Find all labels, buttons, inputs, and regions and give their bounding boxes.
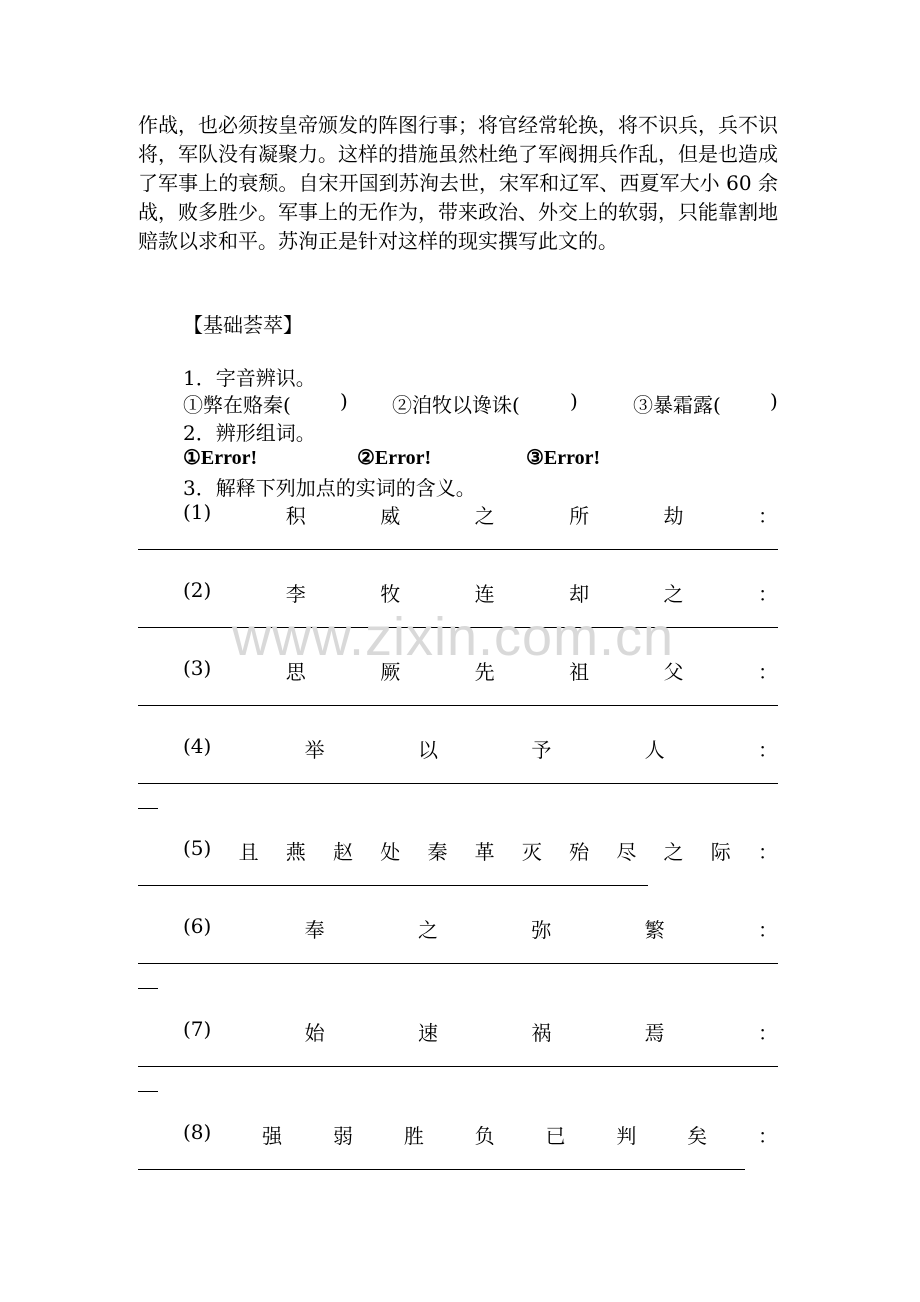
answer-line-1[interactable]	[138, 549, 778, 550]
answer-line-8[interactable]	[138, 1169, 745, 1170]
item-char: 际	[710, 840, 731, 864]
q3-item-2	[183, 578, 778, 607]
item-char: 祸	[531, 1021, 552, 1045]
item-char: 已	[545, 1124, 566, 1148]
answer-line-6[interactable]	[138, 963, 778, 964]
item-colon: ：	[757, 840, 778, 864]
item-colon: ：	[757, 1021, 778, 1045]
q2-title: 2．辨形组词。	[183, 421, 316, 445]
q3-item-8	[183, 1120, 778, 1149]
item-colon: ：	[757, 582, 778, 606]
item-label: (3)	[183, 656, 212, 680]
item-char: 强	[262, 1124, 283, 1148]
item-char: 所	[569, 504, 590, 528]
item-char: 祖	[569, 660, 590, 684]
item-char: 尽	[616, 840, 637, 864]
item-char: 劫	[663, 504, 684, 528]
item-char: 殆	[569, 840, 590, 864]
item-char: 弥	[531, 918, 552, 942]
item-label: (6)	[183, 914, 212, 938]
item-colon: ：	[757, 738, 778, 762]
q1-item-1-close: )	[340, 389, 348, 413]
item-char: 连	[474, 582, 495, 606]
item-char: 且	[238, 840, 259, 864]
q1-item-3-close: )	[770, 389, 778, 413]
item-char: 威	[380, 504, 401, 528]
item-char: 处	[380, 840, 401, 864]
q3-item-4	[183, 734, 778, 763]
item-char: 矣	[687, 1124, 708, 1148]
q1-item-1-open: ①弊在赂秦(	[183, 393, 291, 417]
item-char: 灭	[521, 840, 542, 864]
q1-title: 1．字音辨识。	[183, 366, 316, 390]
item-label: (8)	[183, 1120, 212, 1144]
item-char: 厥	[380, 660, 401, 684]
item-char: 焉	[644, 1021, 665, 1045]
item-char: 之	[663, 840, 684, 864]
item-char: 革	[474, 840, 495, 864]
intro-paragraph: 作战，也必须按皇帝颁发的阵图行事；将官经常轮换，将不识兵，兵不识将，军队没有凝聚力。这样的措施虽然杜绝了军阀拥兵作乱，但是也造成了军事上的衰颓。自宋开国到苏洵去世，宋军和辽军、西夏军大小 60 余战，败多胜少。军事上的无作为，带来政治、外交上的软弱，只能靠割地赔款以求和平。苏洵正是针对这样的现实撰写此文的。	[138, 113, 778, 253]
item-label: (7)	[183, 1017, 212, 1041]
item-char: 始	[304, 1021, 325, 1045]
answer-line-7-tail	[138, 1091, 158, 1092]
item-char: 举	[304, 738, 325, 762]
item-char: 速	[418, 1021, 438, 1045]
q3-item-7	[183, 1017, 778, 1046]
item-char: 父	[663, 660, 684, 684]
item-char: 人	[644, 738, 665, 762]
q3-item-3	[183, 656, 778, 685]
item-char: 思	[285, 660, 306, 684]
watermark: www.zixin.com.cn	[232, 607, 675, 667]
answer-line-4-tail	[138, 808, 158, 809]
item-label: (5)	[183, 836, 212, 860]
item-char: 奉	[304, 918, 325, 942]
item-colon: ：	[757, 504, 778, 528]
q1-item-2-close: )	[570, 389, 578, 413]
q3-item-5	[183, 836, 778, 865]
item-char: 积	[285, 504, 306, 528]
item-char: 以	[418, 738, 438, 762]
answer-line-4[interactable]	[138, 783, 778, 784]
item-colon: ：	[757, 660, 778, 684]
item-char: 却	[569, 582, 590, 606]
item-char: 予	[531, 738, 552, 762]
item-char: 牧	[380, 582, 401, 606]
answer-line-6-tail	[138, 988, 158, 989]
item-char: 繁	[644, 918, 665, 942]
q3-item-1	[183, 500, 778, 529]
item-char: 之	[474, 504, 495, 528]
item-label: (2)	[183, 578, 212, 602]
q1-item-2-open: ②洎牧以谗诛(	[392, 393, 520, 417]
answer-line-5[interactable]	[138, 885, 648, 886]
section-title: 【基础荟萃】	[183, 313, 303, 337]
q2-item-1: ①Error!	[183, 447, 258, 469]
item-char: 之	[663, 582, 684, 606]
answer-line-3[interactable]	[138, 705, 778, 706]
item-char: 赵	[333, 840, 353, 864]
item-label: (1)	[183, 500, 212, 524]
q2-item-2: ②Error!	[357, 447, 432, 469]
answer-line-2[interactable]	[138, 627, 778, 628]
q2-item-3: ③Error!	[526, 447, 601, 469]
item-char: 秦	[427, 840, 448, 864]
item-colon: ：	[757, 1124, 778, 1148]
q3-item-6	[183, 914, 778, 943]
answer-line-7[interactable]	[138, 1066, 778, 1067]
item-char: 判	[616, 1124, 637, 1148]
item-char: 先	[474, 660, 495, 684]
item-char: 之	[418, 918, 438, 942]
q1-item-3-open: ③暴霜露(	[633, 393, 721, 417]
item-label: (4)	[183, 734, 212, 758]
item-colon: ：	[757, 918, 778, 942]
q3-title: 3．解释下列加点的实词的含义。	[183, 476, 476, 500]
item-char: 负	[474, 1124, 495, 1148]
item-char: 胜	[403, 1124, 424, 1148]
item-char: 李	[285, 582, 306, 606]
item-char: 燕	[285, 840, 306, 864]
item-char: 弱	[333, 1124, 353, 1148]
